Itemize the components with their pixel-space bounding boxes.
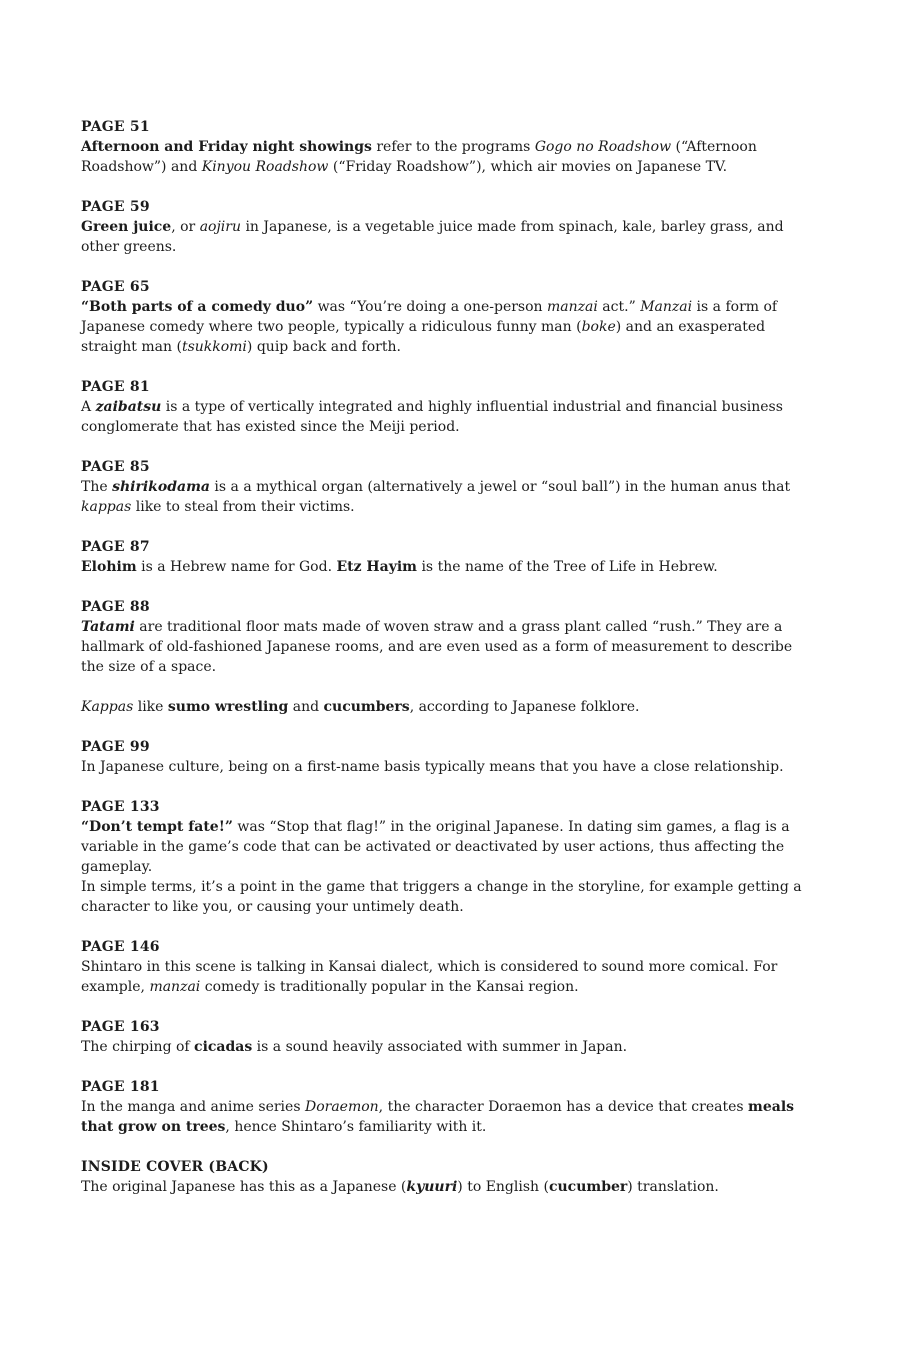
italic-text: aojiru (199, 219, 241, 235)
body-text: was “You’re doing a one-person (313, 299, 548, 315)
note-heading: INSIDE COVER (BACK) (81, 1159, 269, 1175)
body-text: , the character Doraemon has a device that creates (378, 1099, 749, 1115)
body-text: In the manga and anime series (81, 1099, 305, 1115)
note-heading: PAGE 85 (81, 459, 150, 475)
note-paragraph (81, 817, 811, 917)
bold-text (406, 1179, 457, 1195)
note-paragraph (81, 217, 811, 257)
bold-text: sumo wrestling (167, 699, 289, 715)
italic-text: Gogo no Roadshow (534, 139, 672, 155)
body-text: like (133, 699, 168, 715)
body-text: was “Stop that flag!” in the original Japanese. In dating sim games, a flag is a variable in the game’s code that can be activated or deactivated by user actions, thus affecting the gameplay. (81, 819, 790, 875)
note-heading: PAGE 51 (81, 119, 150, 135)
body-text: is the name of the Tree of Life in Hebrew. (417, 559, 718, 575)
note-heading: PAGE 146 (81, 939, 160, 955)
italic-text: manzai (547, 299, 598, 315)
italic-text: tsukkomi (181, 339, 247, 355)
body-text: , or (171, 219, 200, 235)
body-text: is a type of vertically integrated and highly influential industrial and financial business conglomerate that has existed since the Meiji period. (81, 399, 783, 435)
bold-text (112, 479, 210, 495)
body-text: comedy is traditionally popular in the Kansai region. (200, 979, 579, 995)
italic-text: Kappas (81, 699, 134, 715)
bold-text: Elohim (81, 559, 137, 575)
note-heading: PAGE 133 (81, 799, 160, 815)
body-text: In Japanese culture, being on a first-name basis typically means that you have a close relationship. (81, 759, 784, 775)
body-text: is a sound heavily associated with summer in Japan. (252, 1039, 628, 1055)
italic-text: Kinyou Roadshow (201, 159, 329, 175)
bold-text: cucumber (548, 1179, 628, 1195)
body-text: act.” (597, 299, 641, 315)
note-section (81, 597, 811, 717)
bold-text (96, 399, 162, 415)
note-section (81, 537, 811, 577)
bold-text: “Both parts of a comedy duo” (81, 299, 314, 315)
note-paragraph (81, 1177, 811, 1197)
note-heading: PAGE 87 (81, 539, 150, 555)
bold-text: meals that grow on trees (81, 1099, 795, 1135)
note-heading: PAGE 88 (81, 599, 150, 615)
note-paragraph (81, 1097, 811, 1137)
body-text: and (288, 699, 324, 715)
italic-text: manzai (149, 979, 201, 995)
body-text: are traditional floor mats made of woven straw and a grass plant called “rush.” They are a hallmark of old-fashioned Japanese rooms, and are even used as a form of measurement to describe the size of a space. (81, 619, 793, 675)
note-paragraph (81, 557, 811, 577)
body-text: ) and an exasperated straight man ( (81, 319, 766, 355)
emphasis-text: kyuuri (406, 1179, 458, 1195)
note-heading: PAGE 163 (81, 1019, 160, 1035)
body-text: (“Afternoon Roadshow”) and (81, 139, 757, 175)
note-heading: PAGE 65 (81, 279, 150, 295)
body-text: ) translation. (627, 1179, 719, 1195)
note-paragraph (81, 297, 811, 357)
bold-text: cucumbers (323, 699, 410, 715)
note-section (81, 377, 811, 437)
body-text: , according to Japanese folklore. (409, 699, 640, 715)
note-section (81, 117, 811, 177)
body-text: ) to English ( (457, 1179, 549, 1195)
body-text: refer to the programs (371, 139, 535, 155)
note-section (81, 457, 811, 517)
body-text: , hence Shintaro’s familiarity with it. (225, 1119, 487, 1135)
note-paragraph (81, 1037, 811, 1057)
body-text: The (81, 479, 113, 495)
paragraph-gap (81, 677, 811, 697)
italic-text: Doraemon (304, 1099, 379, 1115)
note-heading: PAGE 99 (81, 739, 150, 755)
emphasis-text: Tatami (81, 619, 135, 635)
note-section (81, 277, 811, 357)
italic-text: boke (581, 319, 616, 335)
emphasis-text: shirikodama (112, 479, 210, 495)
body-text: (“Friday Roadshow”), which air movies on Japanese TV. (328, 159, 728, 175)
note-section (81, 1077, 811, 1137)
bold-text: Green juice (81, 219, 172, 235)
note-paragraph (81, 697, 811, 717)
translation-notes (81, 117, 811, 1217)
body-text: ) quip back and forth. (246, 339, 401, 355)
emphasis-text: zaibatsu (95, 399, 162, 415)
note-paragraph (81, 757, 811, 777)
note-section (81, 1017, 811, 1057)
body-text: A (81, 399, 96, 415)
note-heading: PAGE 181 (81, 1079, 160, 1095)
body-text: is a a mythical organ (alternatively a jewel or “soul ball”) in the human anus that (209, 479, 791, 495)
note-paragraph (81, 477, 811, 517)
body-text: The chirping of (81, 1039, 195, 1055)
body-text: In simple terms, it’s a point in the game that triggers a change in the storyline, for example getting a character to like you, or causing your untimely death. (81, 879, 802, 915)
bold-text (81, 619, 135, 635)
italic-text: kappas (81, 499, 132, 515)
note-paragraph (81, 137, 811, 177)
note-section (81, 937, 811, 997)
note-section (81, 197, 811, 257)
body-text: The original Japanese has this as a Japanese ( (81, 1179, 407, 1195)
italic-text: Manzai (640, 299, 693, 315)
note-section (81, 1157, 811, 1197)
bold-text: “Don’t tempt fate!” (81, 819, 233, 835)
body-text: in Japanese, is a vegetable juice made from spinach, kale, barley grass, and other greens. (81, 219, 784, 255)
bold-text: Afternoon and Friday night showings (81, 139, 372, 155)
note-heading: PAGE 59 (81, 199, 150, 215)
body-text: is a Hebrew name for God. (136, 559, 337, 575)
note-paragraph (81, 957, 811, 997)
note-section (81, 737, 811, 777)
body-text: like to steal from their victims. (131, 499, 355, 515)
note-paragraph (81, 617, 811, 677)
note-section (81, 797, 811, 917)
bold-text: cicadas (194, 1039, 253, 1055)
note-paragraph (81, 397, 811, 437)
bold-text: Etz Hayim (336, 559, 417, 575)
body-text: Shintaro in this scene is talking in Kansai dialect, which is considered to sound more comical. For example, (81, 959, 778, 995)
note-heading: PAGE 81 (81, 379, 150, 395)
body-text: is a form of Japanese comedy where two people, typically a ridiculous funny man ( (81, 299, 778, 335)
